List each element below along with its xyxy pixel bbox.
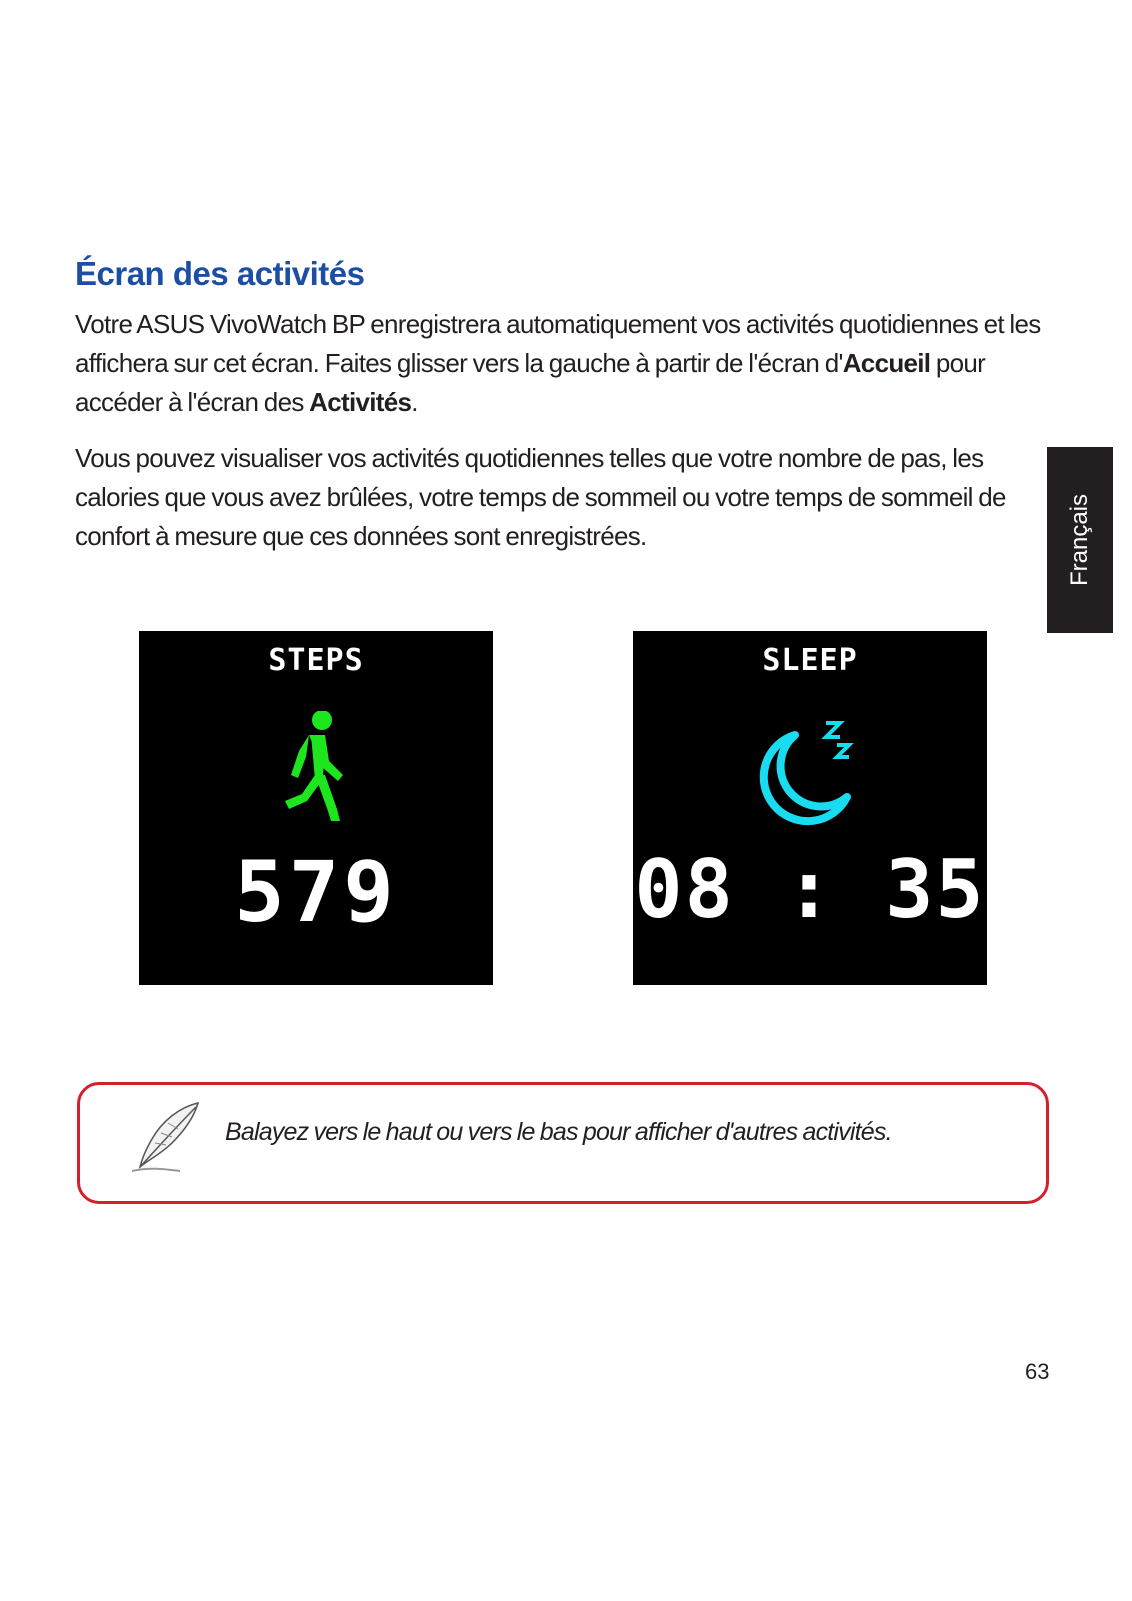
quill-pen-icon — [128, 1099, 206, 1177]
sleep-title: SLEEP — [762, 643, 858, 678]
walking-person-icon — [139, 711, 493, 841]
sleep-duration: 08 : 35 — [634, 843, 986, 936]
intro-text-b: pour accéder à l'écran des — [75, 348, 986, 417]
intro-bold-accueil: Accueil — [842, 348, 931, 378]
intro-text-c: . — [411, 387, 418, 417]
intro-text-a: Votre ASUS VivoWatch BP enregistrera automatiquement vos activités quotidiennes et les affichera sur cet écran. Faites glisser vers la gauche à partir de l'écran d' — [75, 309, 1041, 378]
note-box — [77, 1082, 1049, 1204]
steps-watch-screen — [139, 631, 493, 985]
note-text: Balayez vers le haut ou vers le bas pour afficher d'autres activités. — [225, 1118, 892, 1146]
steps-title: STEPS — [268, 643, 364, 678]
section-title: Écran des activités — [75, 255, 365, 292]
sleep-watch-screen — [633, 631, 987, 985]
language-side-tab — [1047, 447, 1113, 633]
page-number: 63 — [1025, 1359, 1050, 1384]
details-paragraph: Vous pouvez visualiser vos activités quotidiennes telles que votre nombre de pas, les calories que vous avez brûlées, votre temps de sommeil ou votre temps de sommeil de confort à mesure que ces données sont enregistrées. — [75, 443, 1006, 551]
moon-sleep-icon — [633, 711, 987, 841]
intro-paragraph — [75, 305, 1050, 422]
steps-count: 579 — [234, 843, 398, 941]
intro-bold-activites: Activités — [309, 387, 412, 417]
language-tab-label: Français — [1066, 493, 1093, 587]
